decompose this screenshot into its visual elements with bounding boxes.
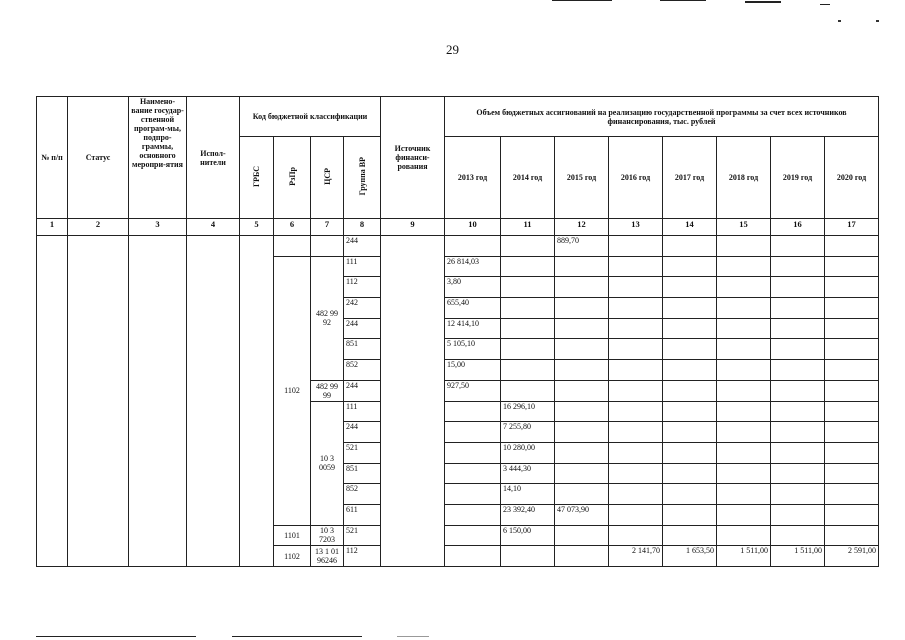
cell-2017 xyxy=(663,401,717,422)
cell-2020 xyxy=(825,380,879,401)
column-number: 5 xyxy=(240,219,274,236)
cell-2020 xyxy=(825,277,879,298)
header-volume: Объем бюджетных ассигнований на реализацию государственной программы за счет всех источников финансирования, тыс. рублей xyxy=(445,97,879,137)
cell-2017 xyxy=(663,380,717,401)
cell-2014: 7 255,80 xyxy=(501,422,555,443)
header-year: 2020 год xyxy=(825,137,879,219)
cell-2015: 47 073,90 xyxy=(555,504,609,525)
cell-2018 xyxy=(717,298,771,319)
cell-csr: 13 1 01 96246 xyxy=(311,546,344,567)
footer-line xyxy=(232,636,362,637)
scan-mark xyxy=(838,20,841,22)
cell-2015 xyxy=(555,339,609,360)
cell-grbs xyxy=(240,236,274,567)
cell-2013: 927,50 xyxy=(445,380,501,401)
cell-2014 xyxy=(501,236,555,257)
cell-vr: 244 xyxy=(344,236,381,257)
cell-2019 xyxy=(771,422,825,443)
cell-2014: 23 392,40 xyxy=(501,504,555,525)
header-name: Наимено-вание государ-ственной програм-мы, подпро-граммы, основного меропри-ятия xyxy=(129,97,187,219)
cell-2016 xyxy=(609,360,663,381)
cell-2017: 1 653,50 xyxy=(663,546,717,567)
cell-2015 xyxy=(555,298,609,319)
cell-2015 xyxy=(555,360,609,381)
cell-2013 xyxy=(445,463,501,484)
cell-2019 xyxy=(771,236,825,257)
header-num: № п/п xyxy=(37,97,68,219)
column-number: 10 xyxy=(445,219,501,236)
cell-2013: 655,40 xyxy=(445,298,501,319)
cell-2019 xyxy=(771,318,825,339)
cell-2016 xyxy=(609,380,663,401)
cell-vr: 611 xyxy=(344,504,381,525)
cell-vr: 111 xyxy=(344,256,381,277)
header-vr: Группа ВР xyxy=(344,137,381,219)
cell-2018 xyxy=(717,525,771,546)
cell-2013: 12 414,10 xyxy=(445,318,501,339)
cell-2017 xyxy=(663,236,717,257)
cell-vr: 851 xyxy=(344,339,381,360)
cell-source xyxy=(381,236,445,567)
cell-2014 xyxy=(501,339,555,360)
column-number: 12 xyxy=(555,219,609,236)
cell-2018 xyxy=(717,442,771,463)
cell-2013: 5 105,10 xyxy=(445,339,501,360)
header-status: Статус xyxy=(68,97,129,219)
cell-2014 xyxy=(501,546,555,567)
cell-2014: 16 296,10 xyxy=(501,401,555,422)
cell-vr: 111 xyxy=(344,401,381,422)
cell-2017 xyxy=(663,442,717,463)
cell-2013 xyxy=(445,484,501,505)
cell-2017 xyxy=(663,422,717,443)
header-budget-code: Код бюджетной классификации xyxy=(240,97,381,137)
cell-2018 xyxy=(717,484,771,505)
header-year: 2016 год xyxy=(609,137,663,219)
cell-2020 xyxy=(825,298,879,319)
header-grbs: ГРБС xyxy=(240,137,274,219)
column-number: 13 xyxy=(609,219,663,236)
cell-2015 xyxy=(555,380,609,401)
footer-line xyxy=(36,636,196,637)
cell-2014 xyxy=(501,298,555,319)
cell-2018 xyxy=(717,463,771,484)
cell-2015 xyxy=(555,546,609,567)
cell-2019 xyxy=(771,504,825,525)
column-number: 1 xyxy=(37,219,68,236)
cell-vr: 112 xyxy=(344,546,381,567)
cell-vr: 244 xyxy=(344,380,381,401)
cell-2016 xyxy=(609,318,663,339)
cell-2015 xyxy=(555,422,609,443)
cell-2013: 26 814,03 xyxy=(445,256,501,277)
cell-2018 xyxy=(717,277,771,298)
cell-2018 xyxy=(717,380,771,401)
cell-2013 xyxy=(445,401,501,422)
cell-2020 xyxy=(825,401,879,422)
cell-2020: 2 591,00 xyxy=(825,546,879,567)
column-number: 17 xyxy=(825,219,879,236)
header-csr: ЦСР xyxy=(311,137,344,219)
cell-2017 xyxy=(663,360,717,381)
cell-2014: 6 150,00 xyxy=(501,525,555,546)
column-number: 8 xyxy=(344,219,381,236)
cell-2018 xyxy=(717,339,771,360)
cell-2016 xyxy=(609,298,663,319)
budget-table xyxy=(36,96,879,567)
cell-rzpr xyxy=(274,236,311,257)
cell-2019 xyxy=(771,484,825,505)
cell-2015 xyxy=(555,463,609,484)
header-year: 2017 год xyxy=(663,137,717,219)
cell-2014: 14,10 xyxy=(501,484,555,505)
cell-2020 xyxy=(825,525,879,546)
cell-2016 xyxy=(609,401,663,422)
cell-2019: 1 511,00 xyxy=(771,546,825,567)
scan-mark xyxy=(876,20,879,22)
cell-2016 xyxy=(609,422,663,443)
cell-2013 xyxy=(445,236,501,257)
cell-2014: 3 444,30 xyxy=(501,463,555,484)
header-year: 2013 год xyxy=(445,137,501,219)
cell-2020 xyxy=(825,318,879,339)
cell-2018 xyxy=(717,318,771,339)
cell-2019 xyxy=(771,401,825,422)
cell-csr: 482 99 92 xyxy=(311,256,344,380)
table-row xyxy=(37,236,879,257)
cell-vr: 244 xyxy=(344,318,381,339)
column-number: 4 xyxy=(187,219,240,236)
cell-2019 xyxy=(771,298,825,319)
scan-line xyxy=(820,4,830,5)
cell-2020 xyxy=(825,422,879,443)
cell-csr: 10 3 7203 xyxy=(311,525,344,546)
cell-2017 xyxy=(663,525,717,546)
cell-2019 xyxy=(771,463,825,484)
column-number: 6 xyxy=(274,219,311,236)
footer-line xyxy=(397,636,429,637)
cell-2013 xyxy=(445,442,501,463)
cell-2014 xyxy=(501,360,555,381)
cell-vr: 852 xyxy=(344,360,381,381)
cell-2014 xyxy=(501,277,555,298)
cell-2018 xyxy=(717,360,771,381)
cell-num xyxy=(37,236,68,567)
cell-vr: 852 xyxy=(344,484,381,505)
cell-2019 xyxy=(771,360,825,381)
column-number: 7 xyxy=(311,219,344,236)
cell-2018 xyxy=(717,401,771,422)
cell-2013 xyxy=(445,525,501,546)
cell-2016 xyxy=(609,442,663,463)
column-number: 3 xyxy=(129,219,187,236)
cell-2018 xyxy=(717,256,771,277)
scan-line xyxy=(745,1,781,3)
column-number: 9 xyxy=(381,219,445,236)
header-source: Источник финанси-рования xyxy=(381,97,445,219)
cell-2017 xyxy=(663,484,717,505)
cell-2020 xyxy=(825,339,879,360)
cell-csr: 482 99 99 xyxy=(311,380,344,401)
cell-vr: 112 xyxy=(344,277,381,298)
cell-2018: 1 511,00 xyxy=(717,546,771,567)
column-number: 14 xyxy=(663,219,717,236)
header-year: 2015 год xyxy=(555,137,609,219)
page-number: 29 xyxy=(446,42,459,57)
cell-2017 xyxy=(663,463,717,484)
cell-executors xyxy=(187,236,240,567)
cell-2020 xyxy=(825,463,879,484)
cell-2016 xyxy=(609,256,663,277)
cell-2020 xyxy=(825,256,879,277)
column-number: 2 xyxy=(68,219,129,236)
cell-2019 xyxy=(771,380,825,401)
cell-rzpr: 1102 xyxy=(274,256,311,525)
cell-name xyxy=(129,236,187,567)
cell-vr: 521 xyxy=(344,442,381,463)
header-year: 2019 год xyxy=(771,137,825,219)
cell-2013: 3,80 xyxy=(445,277,501,298)
scan-line xyxy=(552,0,612,1)
cell-2015 xyxy=(555,442,609,463)
cell-2020 xyxy=(825,484,879,505)
cell-2020 xyxy=(825,504,879,525)
cell-rzpr: 1101 xyxy=(274,525,311,546)
cell-2013: 15,00 xyxy=(445,360,501,381)
column-numbers-row xyxy=(37,219,879,236)
cell-2016: 2 141,70 xyxy=(609,546,663,567)
cell-vr: 851 xyxy=(344,463,381,484)
cell-2016 xyxy=(609,504,663,525)
cell-2020 xyxy=(825,442,879,463)
cell-2013 xyxy=(445,546,501,567)
cell-2014: 10 280,00 xyxy=(501,442,555,463)
cell-2013 xyxy=(445,422,501,443)
header-year: 2014 год xyxy=(501,137,555,219)
cell-vr: 521 xyxy=(344,525,381,546)
cell-2016 xyxy=(609,339,663,360)
cell-2018 xyxy=(717,422,771,443)
cell-vr: 244 xyxy=(344,422,381,443)
scan-line xyxy=(660,0,706,1)
cell-vr: 242 xyxy=(344,298,381,319)
column-number: 16 xyxy=(771,219,825,236)
cell-2020 xyxy=(825,236,879,257)
column-number: 11 xyxy=(501,219,555,236)
cell-2014 xyxy=(501,256,555,277)
cell-2018 xyxy=(717,504,771,525)
header-executors: Испол-нители xyxy=(187,97,240,219)
cell-csr xyxy=(311,236,344,257)
cell-2019 xyxy=(771,256,825,277)
header-year: 2018 год xyxy=(717,137,771,219)
cell-2015 xyxy=(555,401,609,422)
cell-2017 xyxy=(663,256,717,277)
cell-rzpr: 1102 xyxy=(274,546,311,567)
cell-2016 xyxy=(609,484,663,505)
cell-2017 xyxy=(663,298,717,319)
cell-2017 xyxy=(663,277,717,298)
cell-2019 xyxy=(771,525,825,546)
cell-2015 xyxy=(555,277,609,298)
header-rzpr: РзПр xyxy=(274,137,311,219)
cell-2019 xyxy=(771,442,825,463)
column-number: 15 xyxy=(717,219,771,236)
cell-2015: 889,70 xyxy=(555,236,609,257)
cell-2015 xyxy=(555,525,609,546)
cell-2017 xyxy=(663,504,717,525)
cell-2014 xyxy=(501,380,555,401)
cell-2016 xyxy=(609,236,663,257)
cell-2019 xyxy=(771,339,825,360)
cell-2020 xyxy=(825,360,879,381)
cell-2019 xyxy=(771,277,825,298)
cell-csr: 10 3 0059 xyxy=(311,401,344,525)
cell-2016 xyxy=(609,525,663,546)
cell-2018 xyxy=(717,236,771,257)
cell-2016 xyxy=(609,277,663,298)
cell-2014 xyxy=(501,318,555,339)
cell-2015 xyxy=(555,318,609,339)
cell-2017 xyxy=(663,318,717,339)
cell-2015 xyxy=(555,256,609,277)
cell-2013 xyxy=(445,504,501,525)
cell-status xyxy=(68,236,129,567)
cell-2017 xyxy=(663,339,717,360)
cell-2016 xyxy=(609,463,663,484)
cell-2015 xyxy=(555,484,609,505)
